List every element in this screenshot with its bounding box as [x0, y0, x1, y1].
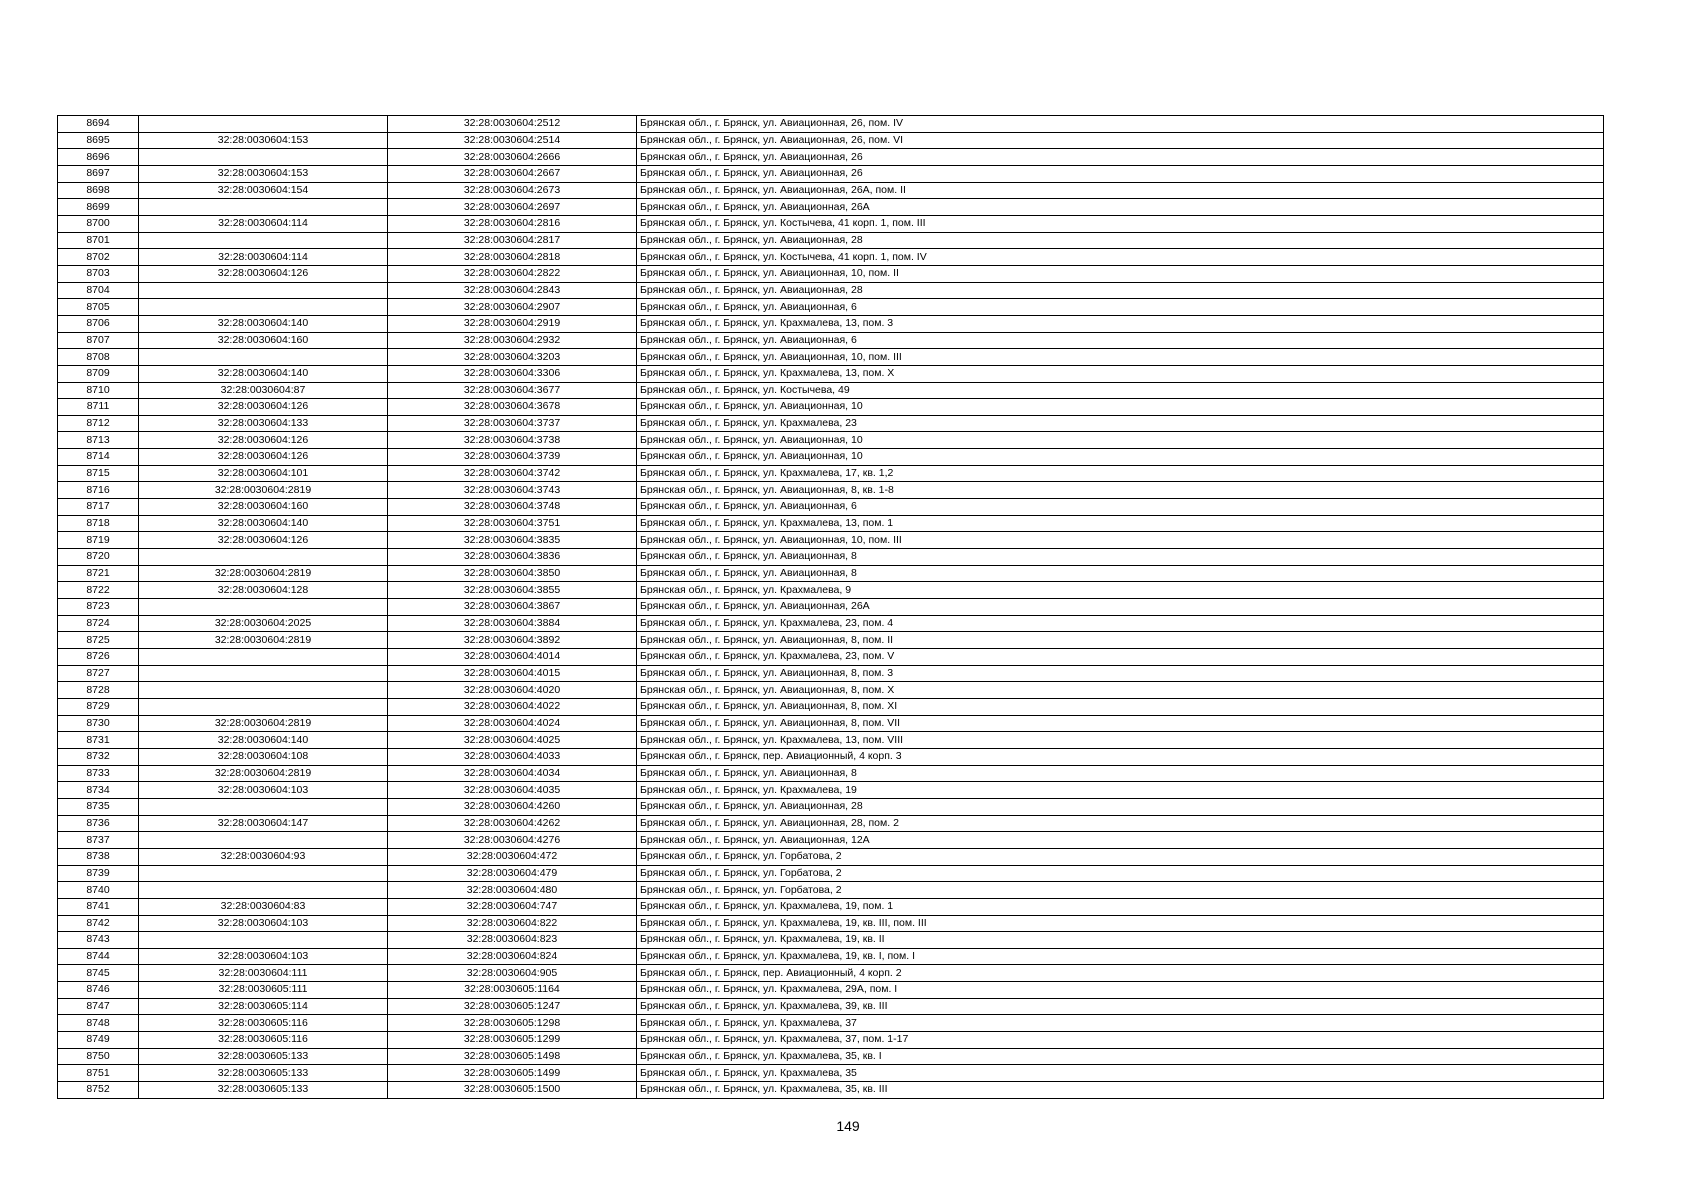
- parent-cadastral-number-cell: 32:28:0030604:114: [139, 215, 388, 232]
- parent-cadastral-number-cell: 32:28:0030605:111: [139, 982, 388, 999]
- address-cell: Брянская обл., г. Брянск, ул. Крахмалева, 19, кв. I, пом. I: [637, 948, 1604, 965]
- parent-cadastral-number-cell: 32:28:0030604:108: [139, 748, 388, 765]
- table-row: [58, 432, 1604, 449]
- table-row: [58, 998, 1604, 1015]
- cadastral-number-cell: 32:28:0030604:3743: [388, 482, 637, 499]
- cadastral-number-cell: 32:28:0030604:3835: [388, 532, 637, 549]
- cadastral-number-cell: 32:28:0030604:905: [388, 965, 637, 982]
- cadastral-number-cell: 32:28:0030604:2932: [388, 332, 637, 349]
- parent-cadastral-number-cell: 32:28:0030604:103: [139, 948, 388, 965]
- cadastral-number-cell: 32:28:0030604:4014: [388, 649, 637, 666]
- parent-cadastral-number-cell: 32:28:0030605:116: [139, 1032, 388, 1049]
- table-row: [58, 782, 1604, 799]
- row-number-cell: 8724: [58, 615, 139, 632]
- parent-cadastral-number-cell: 32:28:0030604:101: [139, 465, 388, 482]
- parent-cadastral-number-cell: 32:28:0030604:128: [139, 582, 388, 599]
- address-cell: Брянская обл., г. Брянск, ул. Авиационная, 26А, пом. II: [637, 182, 1604, 199]
- table-row: [58, 698, 1604, 715]
- cadastral-number-cell: 32:28:0030604:2667: [388, 165, 637, 182]
- row-number-cell: 8750: [58, 1048, 139, 1065]
- parent-cadastral-number-cell: 32:28:0030604:140: [139, 365, 388, 382]
- parent-cadastral-number-cell: [139, 149, 388, 166]
- row-number-cell: 8734: [58, 782, 139, 799]
- address-cell: Брянская обл., г. Брянск, ул. Крахмалева, 9: [637, 582, 1604, 599]
- parent-cadastral-number-cell: 32:28:0030604:133: [139, 415, 388, 432]
- table-row: [58, 615, 1604, 632]
- address-cell: Брянская обл., г. Брянск, ул. Авиационная, 26А: [637, 599, 1604, 616]
- table-row: [58, 365, 1604, 382]
- address-cell: Брянская обл., г. Брянск, ул. Крахмалева, 23, пом. V: [637, 649, 1604, 666]
- address-cell: Брянская обл., г. Брянск, пер. Авиационный, 4 корп. 3: [637, 748, 1604, 765]
- cadastral-number-cell: 32:28:0030604:472: [388, 848, 637, 865]
- row-number-cell: 8752: [58, 1082, 139, 1099]
- address-cell: Брянская обл., г. Брянск, ул. Авиационная, 8, пом. X: [637, 682, 1604, 699]
- parent-cadastral-number-cell: 32:28:0030604:2819: [139, 715, 388, 732]
- cadastral-number-cell: 32:28:0030604:2816: [388, 215, 637, 232]
- row-number-cell: 8728: [58, 682, 139, 699]
- parent-cadastral-number-cell: 32:28:0030604:103: [139, 915, 388, 932]
- table-row: [58, 965, 1604, 982]
- parent-cadastral-number-cell: 32:28:0030604:147: [139, 815, 388, 832]
- row-number-cell: 8729: [58, 698, 139, 715]
- address-cell: Брянская обл., г. Брянск, ул. Крахмалева, 29А, пом. I: [637, 982, 1604, 999]
- parent-cadastral-number-cell: 32:28:0030604:153: [139, 165, 388, 182]
- table-row: [58, 632, 1604, 649]
- row-number-cell: 8714: [58, 449, 139, 466]
- table-row: [58, 415, 1604, 432]
- parent-cadastral-number-cell: 32:28:0030605:114: [139, 998, 388, 1015]
- cadastral-number-cell: 32:28:0030604:4020: [388, 682, 637, 699]
- row-number-cell: 8711: [58, 399, 139, 416]
- table-row: [58, 332, 1604, 349]
- parent-cadastral-number-cell: [139, 698, 388, 715]
- row-number-cell: 8749: [58, 1032, 139, 1049]
- row-number-cell: 8727: [58, 665, 139, 682]
- cadastral-number-cell: 32:28:0030604:4034: [388, 765, 637, 782]
- table-row: [58, 382, 1604, 399]
- address-cell: Брянская обл., г. Брянск, ул. Костычева, 41 корп. 1, пом. IV: [637, 249, 1604, 266]
- address-cell: Брянская обл., г. Брянск, ул. Авиационная, 8, пом. II: [637, 632, 1604, 649]
- cadastral-number-cell: 32:28:0030604:3742: [388, 465, 637, 482]
- cadastral-number-cell: 32:28:0030604:822: [388, 915, 637, 932]
- cadastral-number-cell: 32:28:0030604:2697: [388, 199, 637, 216]
- address-cell: Брянская обл., г. Брянск, ул. Крахмалева, 17, кв. 1,2: [637, 465, 1604, 482]
- address-cell: Брянская обл., г. Брянск, ул. Горбатова, 2: [637, 848, 1604, 865]
- cadastral-number-cell: 32:28:0030604:3306: [388, 365, 637, 382]
- cadastral-number-cell: 32:28:0030604:3678: [388, 399, 637, 416]
- row-number-cell: 8732: [58, 748, 139, 765]
- table-row: [58, 282, 1604, 299]
- cadastral-number-cell: 32:28:0030604:4025: [388, 732, 637, 749]
- table-row: [58, 732, 1604, 749]
- parent-cadastral-number-cell: [139, 299, 388, 316]
- cadastral-number-cell: 32:28:0030604:3850: [388, 565, 637, 582]
- parent-cadastral-number-cell: 32:28:0030604:87: [139, 382, 388, 399]
- row-number-cell: 8702: [58, 249, 139, 266]
- row-number-cell: 8736: [58, 815, 139, 832]
- row-number-cell: 8697: [58, 165, 139, 182]
- address-cell: Брянская обл., г. Брянск, ул. Авиационная, 12А: [637, 832, 1604, 849]
- row-number-cell: 8739: [58, 865, 139, 882]
- cadastral-number-cell: 32:28:0030604:2514: [388, 132, 637, 149]
- table-row: [58, 182, 1604, 199]
- address-cell: Брянская обл., г. Брянск, ул. Костычева, 49: [637, 382, 1604, 399]
- address-cell: Брянская обл., г. Брянск, ул. Крахмалева, 35: [637, 1065, 1604, 1082]
- cadastral-number-cell: 32:28:0030605:1299: [388, 1032, 637, 1049]
- table-row: [58, 748, 1604, 765]
- row-number-cell: 8715: [58, 465, 139, 482]
- cadastral-number-cell: 32:28:0030604:4260: [388, 798, 637, 815]
- row-number-cell: 8705: [58, 299, 139, 316]
- cadastral-number-cell: 32:28:0030604:3677: [388, 382, 637, 399]
- cadastral-number-cell: 32:28:0030604:2512: [388, 116, 637, 133]
- address-cell: Брянская обл., г. Брянск, ул. Крахмалева, 19, кв. II: [637, 932, 1604, 949]
- table-row: [58, 532, 1604, 549]
- table-row: [58, 848, 1604, 865]
- table-row: [58, 582, 1604, 599]
- address-cell: Брянская обл., г. Брянск, ул. Крахмалева, 39, кв. III: [637, 998, 1604, 1015]
- cadastral-number-cell: 32:28:0030604:2817: [388, 232, 637, 249]
- row-number-cell: 8731: [58, 732, 139, 749]
- table-row: [58, 499, 1604, 516]
- table-row: [58, 249, 1604, 266]
- row-number-cell: 8719: [58, 532, 139, 549]
- row-number-cell: 8710: [58, 382, 139, 399]
- row-number-cell: 8721: [58, 565, 139, 582]
- cadastral-number-cell: 32:28:0030604:4276: [388, 832, 637, 849]
- address-cell: Брянская обл., г. Брянск, ул. Крахмалева, 13, пом. VIII: [637, 732, 1604, 749]
- row-number-cell: 8751: [58, 1065, 139, 1082]
- row-number-cell: 8738: [58, 848, 139, 865]
- address-cell: Брянская обл., г. Брянск, ул. Горбатова, 2: [637, 882, 1604, 899]
- cadastral-number-cell: 32:28:0030604:3884: [388, 615, 637, 632]
- cadastral-number-cell: 32:28:0030604:4262: [388, 815, 637, 832]
- cadastral-number-cell: 32:28:0030604:3737: [388, 415, 637, 432]
- parent-cadastral-number-cell: [139, 349, 388, 366]
- row-number-cell: 8695: [58, 132, 139, 149]
- parent-cadastral-number-cell: 32:28:0030604:126: [139, 399, 388, 416]
- table-row: [58, 549, 1604, 566]
- address-cell: Брянская обл., г. Брянск, ул. Авиационная, 8: [637, 765, 1604, 782]
- cadastral-number-cell: 32:28:0030605:1164: [388, 982, 637, 999]
- table-row: [58, 165, 1604, 182]
- parent-cadastral-number-cell: [139, 549, 388, 566]
- row-number-cell: 8748: [58, 1015, 139, 1032]
- cadastral-number-cell: 32:28:0030605:1499: [388, 1065, 637, 1082]
- address-cell: Брянская обл., г. Брянск, ул. Крахмалева, 35, кв. I: [637, 1048, 1604, 1065]
- cadastral-number-cell: 32:28:0030605:1498: [388, 1048, 637, 1065]
- parent-cadastral-number-cell: [139, 832, 388, 849]
- row-number-cell: 8741: [58, 898, 139, 915]
- parent-cadastral-number-cell: 32:28:0030604:160: [139, 499, 388, 516]
- address-cell: Брянская обл., г. Брянск, ул. Крахмалева, 23: [637, 415, 1604, 432]
- cadastral-number-cell: 32:28:0030604:2673: [388, 182, 637, 199]
- cadastral-number-cell: 32:28:0030604:2907: [388, 299, 637, 316]
- parent-cadastral-number-cell: [139, 199, 388, 216]
- parent-cadastral-number-cell: 32:28:0030604:126: [139, 449, 388, 466]
- parent-cadastral-number-cell: 32:28:0030604:126: [139, 532, 388, 549]
- table-row: [58, 232, 1604, 249]
- address-cell: Брянская обл., г. Брянск, ул. Авиационная, 6: [637, 332, 1604, 349]
- row-number-cell: 8718: [58, 515, 139, 532]
- row-number-cell: 8726: [58, 649, 139, 666]
- table-row: [58, 882, 1604, 899]
- address-cell: Брянская обл., г. Брянск, ул. Авиационная, 8, пом. 3: [637, 665, 1604, 682]
- table-row: [58, 599, 1604, 616]
- cadastral-number-cell: 32:28:0030605:1247: [388, 998, 637, 1015]
- row-number-cell: 8745: [58, 965, 139, 982]
- table-row: [58, 682, 1604, 699]
- row-number-cell: 8716: [58, 482, 139, 499]
- cadastral-number-cell: 32:28:0030604:480: [388, 882, 637, 899]
- address-cell: Брянская обл., г. Брянск, ул. Авиационная, 10, пом. III: [637, 532, 1604, 549]
- parent-cadastral-number-cell: 32:28:0030604:2819: [139, 482, 388, 499]
- row-number-cell: 8730: [58, 715, 139, 732]
- table-row: [58, 299, 1604, 316]
- row-number-cell: 8717: [58, 499, 139, 516]
- row-number-cell: 8740: [58, 882, 139, 899]
- table-row: [58, 482, 1604, 499]
- table-row: [58, 649, 1604, 666]
- address-cell: Брянская обл., г. Брянск, ул. Авиационная, 10, пом. III: [637, 349, 1604, 366]
- table-row: [58, 449, 1604, 466]
- parent-cadastral-number-cell: 32:28:0030604:2025: [139, 615, 388, 632]
- table-row: [58, 315, 1604, 332]
- address-cell: Брянская обл., г. Брянск, ул. Авиационная, 26А: [637, 199, 1604, 216]
- cadastral-number-cell: 32:28:0030604:747: [388, 898, 637, 915]
- cadastral-number-cell: 32:28:0030604:4015: [388, 665, 637, 682]
- parent-cadastral-number-cell: 32:28:0030604:140: [139, 732, 388, 749]
- parent-cadastral-number-cell: [139, 682, 388, 699]
- cadastral-number-cell: 32:28:0030604:823: [388, 932, 637, 949]
- parent-cadastral-number-cell: 32:28:0030604:154: [139, 182, 388, 199]
- table-row: [58, 1048, 1604, 1065]
- table-row: [58, 765, 1604, 782]
- cadastral-number-cell: 32:28:0030605:1298: [388, 1015, 637, 1032]
- table-row: [58, 1032, 1604, 1049]
- address-cell: Брянская обл., г. Брянск, ул. Авиационная, 28, пом. 2: [637, 815, 1604, 832]
- address-cell: Брянская обл., г. Брянск, ул. Крахмалева, 19, кв. III, пом. III: [637, 915, 1604, 932]
- table-row: [58, 465, 1604, 482]
- row-number-cell: 8694: [58, 116, 139, 133]
- cadastral-number-cell: 32:28:0030604:3892: [388, 632, 637, 649]
- cadastral-number-cell: 32:28:0030604:2919: [388, 315, 637, 332]
- cadastral-number-cell: 32:28:0030604:3855: [388, 582, 637, 599]
- parent-cadastral-number-cell: 32:28:0030604:111: [139, 965, 388, 982]
- cadastral-table: [57, 115, 1604, 1099]
- address-cell: Брянская обл., г. Брянск, ул. Авиационная, 6: [637, 299, 1604, 316]
- address-cell: Брянская обл., г. Брянск, ул. Авиационная, 10: [637, 432, 1604, 449]
- address-cell: Брянская обл., г. Брянск, ул. Авиационная, 8, пом. VII: [637, 715, 1604, 732]
- address-cell: Брянская обл., г. Брянск, ул. Авиационная, 8: [637, 565, 1604, 582]
- table-row: [58, 665, 1604, 682]
- parent-cadastral-number-cell: 32:28:0030604:160: [139, 332, 388, 349]
- address-cell: Брянская обл., г. Брянск, ул. Авиационная, 8: [637, 549, 1604, 566]
- table-row: [58, 265, 1604, 282]
- parent-cadastral-number-cell: [139, 116, 388, 133]
- parent-cadastral-number-cell: 32:28:0030604:114: [139, 249, 388, 266]
- row-number-cell: 8713: [58, 432, 139, 449]
- cadastral-number-cell: 32:28:0030604:824: [388, 948, 637, 965]
- address-cell: Брянская обл., г. Брянск, ул. Авиационная, 26: [637, 149, 1604, 166]
- cadastral-number-cell: 32:28:0030604:3739: [388, 449, 637, 466]
- table-row: [58, 982, 1604, 999]
- parent-cadastral-number-cell: [139, 232, 388, 249]
- table-row: [58, 1015, 1604, 1032]
- cadastral-number-cell: 32:28:0030604:2822: [388, 265, 637, 282]
- row-number-cell: 8737: [58, 832, 139, 849]
- table-row: [58, 399, 1604, 416]
- table-row: [58, 1065, 1604, 1082]
- parent-cadastral-number-cell: 32:28:0030605:133: [139, 1065, 388, 1082]
- address-cell: Брянская обл., г. Брянск, ул. Авиационная, 28: [637, 798, 1604, 815]
- address-cell: Брянская обл., г. Брянск, ул. Авиационная, 28: [637, 282, 1604, 299]
- table-row: [58, 1082, 1604, 1099]
- cadastral-number-cell: 32:28:0030604:3203: [388, 349, 637, 366]
- cadastral-number-cell: 32:28:0030604:3867: [388, 599, 637, 616]
- table-row: [58, 149, 1604, 166]
- row-number-cell: 8699: [58, 199, 139, 216]
- parent-cadastral-number-cell: [139, 865, 388, 882]
- parent-cadastral-number-cell: 32:28:0030604:140: [139, 515, 388, 532]
- row-number-cell: 8704: [58, 282, 139, 299]
- row-number-cell: 8733: [58, 765, 139, 782]
- cadastral-number-cell: 32:28:0030604:4024: [388, 715, 637, 732]
- table-row: [58, 898, 1604, 915]
- parent-cadastral-number-cell: 32:28:0030604:140: [139, 315, 388, 332]
- parent-cadastral-number-cell: 32:28:0030605:133: [139, 1082, 388, 1099]
- parent-cadastral-number-cell: 32:28:0030605:116: [139, 1015, 388, 1032]
- parent-cadastral-number-cell: 32:28:0030604:103: [139, 782, 388, 799]
- table-row: [58, 832, 1604, 849]
- table-row: [58, 199, 1604, 216]
- parent-cadastral-number-cell: 32:28:0030604:153: [139, 132, 388, 149]
- row-number-cell: 8722: [58, 582, 139, 599]
- parent-cadastral-number-cell: 32:28:0030604:126: [139, 265, 388, 282]
- parent-cadastral-number-cell: [139, 932, 388, 949]
- table-row: [58, 215, 1604, 232]
- table-row: [58, 116, 1604, 133]
- table-row: [58, 132, 1604, 149]
- parent-cadastral-number-cell: 32:28:0030604:2819: [139, 565, 388, 582]
- table-row: [58, 715, 1604, 732]
- table-row: [58, 932, 1604, 949]
- row-number-cell: 8743: [58, 932, 139, 949]
- address-cell: Брянская обл., г. Брянск, ул. Крахмалева, 37, пом. 1-17: [637, 1032, 1604, 1049]
- parent-cadastral-number-cell: [139, 599, 388, 616]
- row-number-cell: 8708: [58, 349, 139, 366]
- address-cell: Брянская обл., г. Брянск, ул. Авиационная, 10: [637, 399, 1604, 416]
- parent-cadastral-number-cell: [139, 649, 388, 666]
- row-number-cell: 8701: [58, 232, 139, 249]
- address-cell: Брянская обл., г. Брянск, ул. Крахмалева, 13, пом. 3: [637, 315, 1604, 332]
- row-number-cell: 8700: [58, 215, 139, 232]
- row-number-cell: 8744: [58, 948, 139, 965]
- row-number-cell: 8698: [58, 182, 139, 199]
- parent-cadastral-number-cell: 32:28:0030604:2819: [139, 765, 388, 782]
- cadastral-number-cell: 32:28:0030604:4033: [388, 748, 637, 765]
- address-cell: Брянская обл., г. Брянск, ул. Крахмалева, 19: [637, 782, 1604, 799]
- table-row: [58, 515, 1604, 532]
- parent-cadastral-number-cell: 32:28:0030604:2819: [139, 632, 388, 649]
- address-cell: Брянская обл., г. Брянск, ул. Горбатова, 2: [637, 865, 1604, 882]
- row-number-cell: 8725: [58, 632, 139, 649]
- address-cell: Брянская обл., г. Брянск, ул. Авиационная, 10, пом. II: [637, 265, 1604, 282]
- row-number-cell: 8709: [58, 365, 139, 382]
- row-number-cell: 8712: [58, 415, 139, 432]
- row-number-cell: 8735: [58, 798, 139, 815]
- parent-cadastral-number-cell: [139, 798, 388, 815]
- cadastral-number-cell: 32:28:0030604:3836: [388, 549, 637, 566]
- cadastral-number-cell: 32:28:0030604:2666: [388, 149, 637, 166]
- address-cell: Брянская обл., г. Брянск, ул. Костычева, 41 корп. 1, пом. III: [637, 215, 1604, 232]
- cadastral-number-cell: 32:28:0030604:2818: [388, 249, 637, 266]
- table-row: [58, 349, 1604, 366]
- cadastral-number-cell: 32:28:0030604:2843: [388, 282, 637, 299]
- row-number-cell: 8707: [58, 332, 139, 349]
- address-cell: Брянская обл., г. Брянск, ул. Авиационная, 28: [637, 232, 1604, 249]
- row-number-cell: 8723: [58, 599, 139, 616]
- address-cell: Брянская обл., г. Брянск, пер. Авиационный, 4 корп. 2: [637, 965, 1604, 982]
- row-number-cell: 8747: [58, 998, 139, 1015]
- address-cell: Брянская обл., г. Брянск, ул. Крахмалева, 19, пом. 1: [637, 898, 1604, 915]
- cadastral-number-cell: 32:28:0030604:479: [388, 865, 637, 882]
- cadastral-number-cell: 32:28:0030604:4035: [388, 782, 637, 799]
- parent-cadastral-number-cell: 32:28:0030604:126: [139, 432, 388, 449]
- address-cell: Брянская обл., г. Брянск, ул. Авиационная, 8, кв. 1-8: [637, 482, 1604, 499]
- address-cell: Брянская обл., г. Брянск, ул. Крахмалева, 35, кв. III: [637, 1082, 1604, 1099]
- table-row: [58, 948, 1604, 965]
- cadastral-number-cell: 32:28:0030604:3748: [388, 499, 637, 516]
- table-row: [58, 915, 1604, 932]
- address-cell: Брянская обл., г. Брянск, ул. Крахмалева, 13, пом. X: [637, 365, 1604, 382]
- table-row: [58, 865, 1604, 882]
- parent-cadastral-number-cell: [139, 882, 388, 899]
- address-cell: Брянская обл., г. Брянск, ул. Крахмалева, 13, пом. 1: [637, 515, 1604, 532]
- table-row: [58, 565, 1604, 582]
- row-number-cell: 8696: [58, 149, 139, 166]
- parent-cadastral-number-cell: 32:28:0030604:93: [139, 848, 388, 865]
- table-row: [58, 798, 1604, 815]
- row-number-cell: 8706: [58, 315, 139, 332]
- address-cell: Брянская обл., г. Брянск, ул. Крахмалева, 37: [637, 1015, 1604, 1032]
- row-number-cell: 8742: [58, 915, 139, 932]
- cadastral-number-cell: 32:28:0030605:1500: [388, 1082, 637, 1099]
- address-cell: Брянская обл., г. Брянск, ул. Авиационная, 10: [637, 449, 1604, 466]
- parent-cadastral-number-cell: [139, 282, 388, 299]
- address-cell: Брянская обл., г. Брянск, ул. Крахмалева, 23, пом. 4: [637, 615, 1604, 632]
- address-cell: Брянская обл., г. Брянск, ул. Авиационная, 26, пом. VI: [637, 132, 1604, 149]
- cadastral-number-cell: 32:28:0030604:4022: [388, 698, 637, 715]
- row-number-cell: 8746: [58, 982, 139, 999]
- row-number-cell: 8703: [58, 265, 139, 282]
- address-cell: Брянская обл., г. Брянск, ул. Авиационная, 8, пом. XI: [637, 698, 1604, 715]
- row-number-cell: 8720: [58, 549, 139, 566]
- cadastral-number-cell: 32:28:0030604:3738: [388, 432, 637, 449]
- parent-cadastral-number-cell: 32:28:0030605:133: [139, 1048, 388, 1065]
- address-cell: Брянская обл., г. Брянск, ул. Авиационная, 26: [637, 165, 1604, 182]
- cadastral-number-cell: 32:28:0030604:3751: [388, 515, 637, 532]
- address-cell: Брянская обл., г. Брянск, ул. Авиационная, 6: [637, 499, 1604, 516]
- table-row: [58, 815, 1604, 832]
- parent-cadastral-number-cell: 32:28:0030604:83: [139, 898, 388, 915]
- table-body: [58, 116, 1604, 1099]
- address-cell: Брянская обл., г. Брянск, ул. Авиационная, 26, пом. IV: [637, 116, 1604, 133]
- page-number: 149: [836, 1118, 860, 1134]
- parent-cadastral-number-cell: [139, 665, 388, 682]
